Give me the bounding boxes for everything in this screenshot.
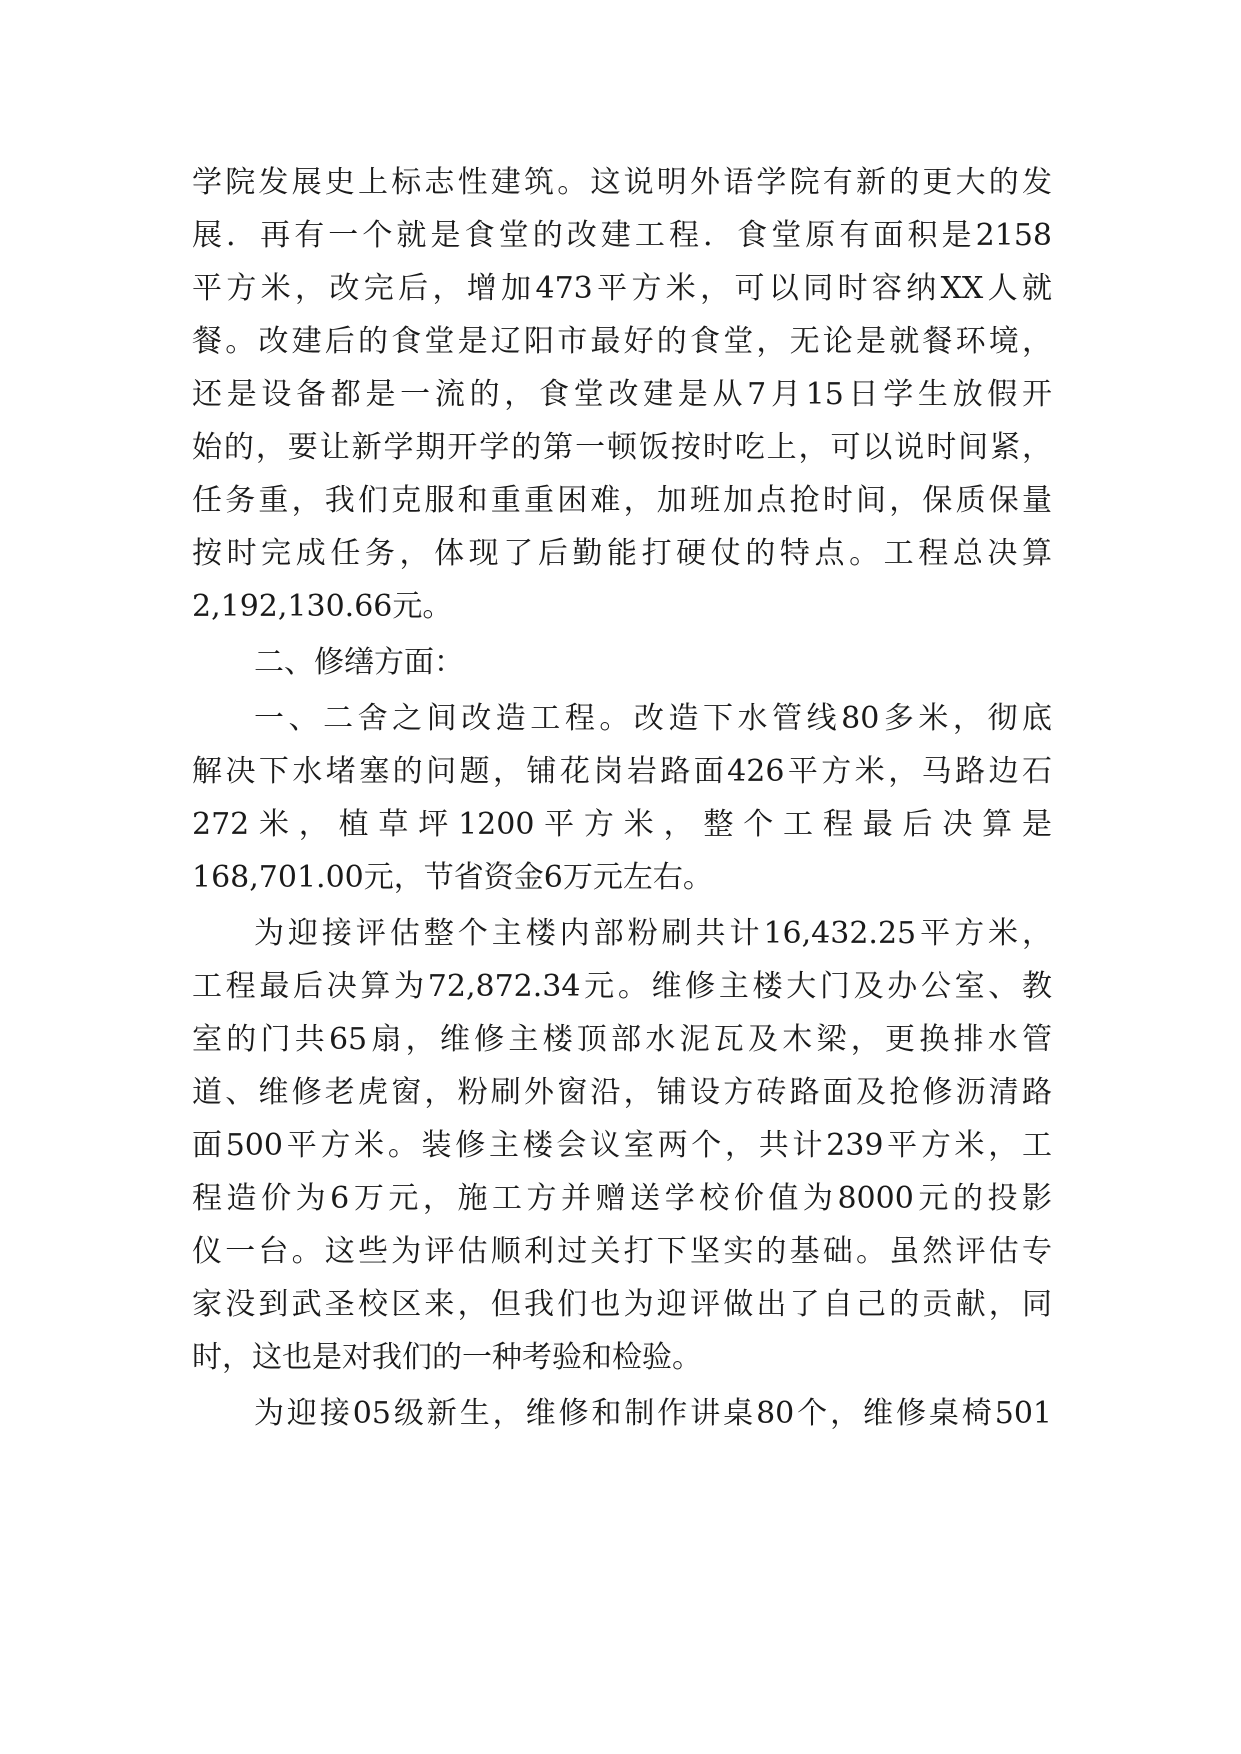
text-line: 工程最后决算为72,872.34元。维修主楼大门及办公室、教 (192, 969, 1052, 1004)
text-line: 解决下水堵塞的问题，铺花岗岩路面426平方米，马路边石 (192, 754, 1052, 789)
text-line: 任务重，我们克服和重重困难，加班加点抢时间，保质保量 (192, 483, 1052, 518)
text-line: 餐。改建后的食堂是辽阳市最好的食堂，无论是就餐环境， (192, 324, 1052, 359)
text-line: 室的门共65扇，维修主楼顶部水泥瓦及木梁，更换排水管 (192, 1022, 1052, 1057)
text-line: 还是设备都是一流的，食堂改建是从7月15日学生放假开 (192, 377, 1052, 412)
text-line: 仪一台。这些为评估顺利过关打下坚实的基础。虽然评估专 (192, 1234, 1052, 1269)
section-heading: 二、修缮方面： (254, 645, 464, 680)
text-line: 家没到武圣校区来，但我们也为迎评做出了自己的贡献，同 (192, 1287, 1052, 1322)
text-line: 程造价为6万元，施工方并赠送学校价值为8000元的投影 (192, 1181, 1052, 1216)
text-line: 272 米 ， 植 草 坪 1200 平 方 米 ， 整 个 工 程 最 后 决 算 是 (192, 807, 1052, 842)
text-line: 时，这也是对我们的一种考验和检验。 (192, 1340, 702, 1375)
text-line: 展．再有一个就是食堂的改建工程．食堂原有面积是2158 (192, 218, 1052, 253)
text-line: 始的，要让新学期开学的第一顿饭按时吃上，可以说时间紧， (192, 430, 1052, 465)
text-line: 168,701.00元，节省资金6万元左右。 (192, 860, 713, 895)
document-body (192, 156, 1052, 1440)
text-line: 2,192,130.66元。 (192, 589, 453, 624)
text-line: 一、二舍之间改造工程。改造下水管线80多米，彻底 (254, 701, 1052, 736)
text-line: 平方米，改完后，增加473平方米，可以同时容纳XX人就 (192, 271, 1052, 306)
text-line: 学院发展史上标志性建筑。这说明外语学院有新的更大的发 (192, 165, 1052, 200)
text-line: 按时完成任务，体现了后勤能打硬仗的特点。工程总决算 (192, 536, 1052, 571)
text-line: 为迎接05级新生，维修和制作讲桌80个，维修桌椅501 (254, 1396, 1052, 1431)
text-line: 为迎接评估整个主楼内部粉刷共计16,432.25平方米， (254, 916, 1052, 951)
text-line: 道、维修老虎窗，粉刷外窗沿，铺设方砖路面及抢修沥清路 (192, 1075, 1052, 1110)
text-line: 面500平方米。装修主楼会议室两个，共计239平方米，工 (192, 1128, 1052, 1163)
